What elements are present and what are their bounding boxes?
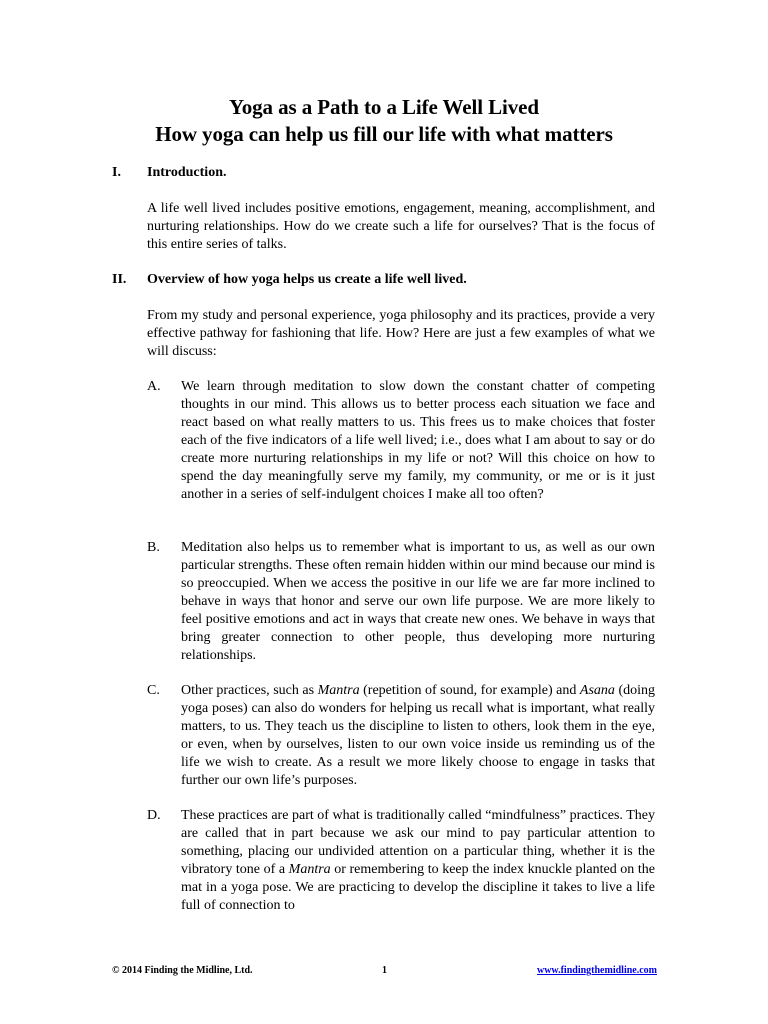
section-heading-overview [112,271,672,289]
page-footer [112,963,657,979]
text-run: (repetition of sound, for example) and [359,683,580,698]
section-title: Overview of how yoga helps us create a life well lived. [147,272,467,287]
footer-page-number: 1 [382,965,387,976]
introduction-paragraph: A life well lived includes positive emotions, engagement, meaning, accomplishment, and nurturing relationships. How do we create such a life for ourselves? That is the focus of this entire series of talks. [147,201,655,252]
list-item-letter: C. [147,683,160,698]
overview-paragraph: From my study and personal experience, yoga philosophy and its practices, provide a very effective pathway for fashioning that life. How? Here are just a few examples of what we will discuss: [147,308,655,359]
list-item-b [147,539,655,665]
section-title: Introduction. [147,165,227,180]
list-item-c [147,682,655,790]
list-item-letter: B. [147,540,160,555]
text-run: or remembering to keep the index knuckle planted on the mat in a yoga pose. We are practicing to develop the discipline it takes to live a life full of connection to [181,862,655,913]
section-number: II. [112,272,127,287]
text-run: (doing yoga poses) can also do wonders for helping us recall what is important, what really matters, to us. They teach us the discipline to listen to others, look them in the eye, or even, when by ourselves, listen to our own voice inside us reminding us of the life we wish to create. As a result we more likely choose to engage in tasks that further our own life’s purposes. [181,683,655,788]
italic-term-mantra: Mantra [288,862,331,877]
section-heading-introduction [112,164,672,182]
footer-copyright: © 2014 Finding the Midline, Ltd. [112,965,253,976]
footer-website-link[interactable]: www.findingthemidline.com [536,965,657,976]
title-line-1: Yoga as a Path to a Life Well Lived [229,95,539,119]
title-line-2: How yoga can help us fill our life with what matters [155,122,613,146]
italic-term-asana: Asana [579,683,615,698]
list-item-letter: A. [147,379,161,394]
text-run: These practices are part of what is traditionally called “mindfulness” practices. They are called that in part because we ask our mind to pay particular attention to something, placing our undivided attention on a particular thing, whether it is the vibratory tone of a [181,808,655,877]
list-item-a [147,378,655,504]
list-item-text [181,682,655,790]
list-item-text: We learn through meditation to slow down the constant chatter of competing thoughts in our mind. This allows us to better process each situation we face and react based on what really matters to us. This frees us to make choices that foster each of the five indicators of a life well lived; i.e., does what I am about to say or do create more nurturing relationships in my life or not? Will this choice on how to spend the day meaningfully serve my family, my community, or me or is it just another in a series of self-indulgent choices I make all too often? [181,379,655,502]
list-item-letter: D. [147,808,161,823]
list-item-d [147,807,655,915]
italic-term-mantra: Mantra [317,683,360,698]
list-item-text: Meditation also helps us to remember what is important to us, as well as our own particular strengths. These often remain hidden within our mind because our mind is so preoccupied. When we access the positive in our life we are far more inclined to behave in ways that honor and serve our own life purpose. We are more likely to feel positive emotions and act in ways that create new ones. We behave in ways that bring greater connection to other people, thus developing more nurturing relationships. [181,540,655,663]
text-run: Other practices, such as [181,683,318,698]
document-title [0,94,768,148]
section-number: I. [112,165,121,180]
list-item-text [181,807,655,915]
